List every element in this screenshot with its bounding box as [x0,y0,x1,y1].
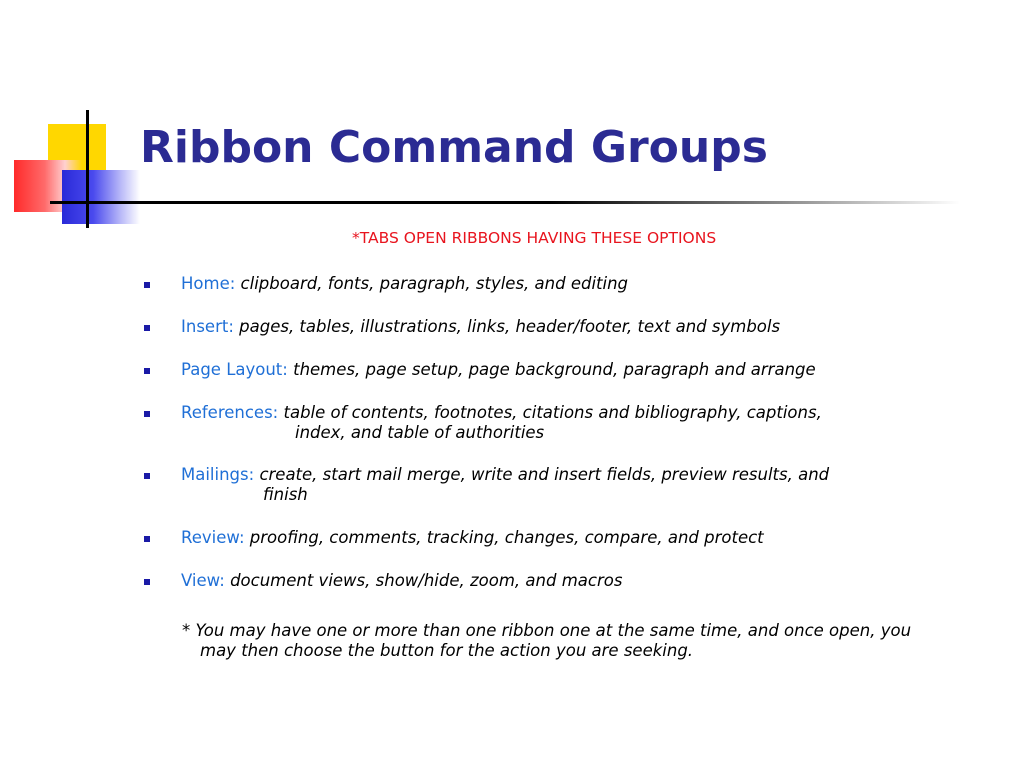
item-label: References: [181,403,279,422]
square-bullet-icon [144,473,150,479]
ribbon-groups-list [140,274,1000,591]
item-description: clipboard, fonts, paragraph, styles, and editing [240,274,629,293]
item-label: Home: [181,274,236,293]
square-bullet-icon [144,411,150,417]
item-description-continued: index, and table of authorities [295,423,545,442]
item-description: create, start mail merge, write and insert fields, preview results, and [259,465,830,484]
square-bullet-icon [144,536,150,542]
list-item-view [140,571,1000,591]
list-item-mailings [140,465,1000,505]
item-label: Insert: [181,317,234,336]
footnote-line-2: may then choose the button for the action you are seeking. [200,641,694,660]
square-bullet-icon [144,325,150,331]
square-bullet-icon [144,282,150,288]
title-underline-rule [50,201,960,204]
decorative-squares-logo [0,0,140,240]
item-description: pages, tables, illustrations, links, header/footer, text and symbols [239,317,781,336]
slide-title: Ribbon Command Groups [140,122,768,173]
footnote-line-1: * You may have one or more than one ribbon one at the same time, and once open, you [182,621,912,640]
item-label: Review: [181,528,245,547]
item-description: proofing, comments, tracking, changes, compare, and protect [249,528,764,547]
list-item-references [140,403,1000,443]
square-bullet-icon [144,368,150,374]
list-item-insert [140,317,1000,337]
item-description-continued: finish [263,485,308,504]
item-description: table of contents, footnotes, citations and bibliography, captions, [283,403,822,422]
square-bullet-icon [144,579,150,585]
list-item-home [140,274,1000,294]
item-label: Mailings: [181,465,255,484]
vertical-rule [86,110,89,228]
list-item-page-layout [140,360,1000,380]
item-description: document views, show/hide, zoom, and macros [230,571,623,590]
list-item-review [140,528,1000,548]
footnote [182,621,982,661]
item-description: themes, page setup, page background, paragraph and arrange [293,360,816,379]
blue-square [62,170,140,224]
slide-subtitle: *TABS OPEN RIBBONS HAVING THESE OPTIONS [352,229,717,247]
item-label: Page Layout: [181,360,288,379]
item-label: View: [181,571,225,590]
